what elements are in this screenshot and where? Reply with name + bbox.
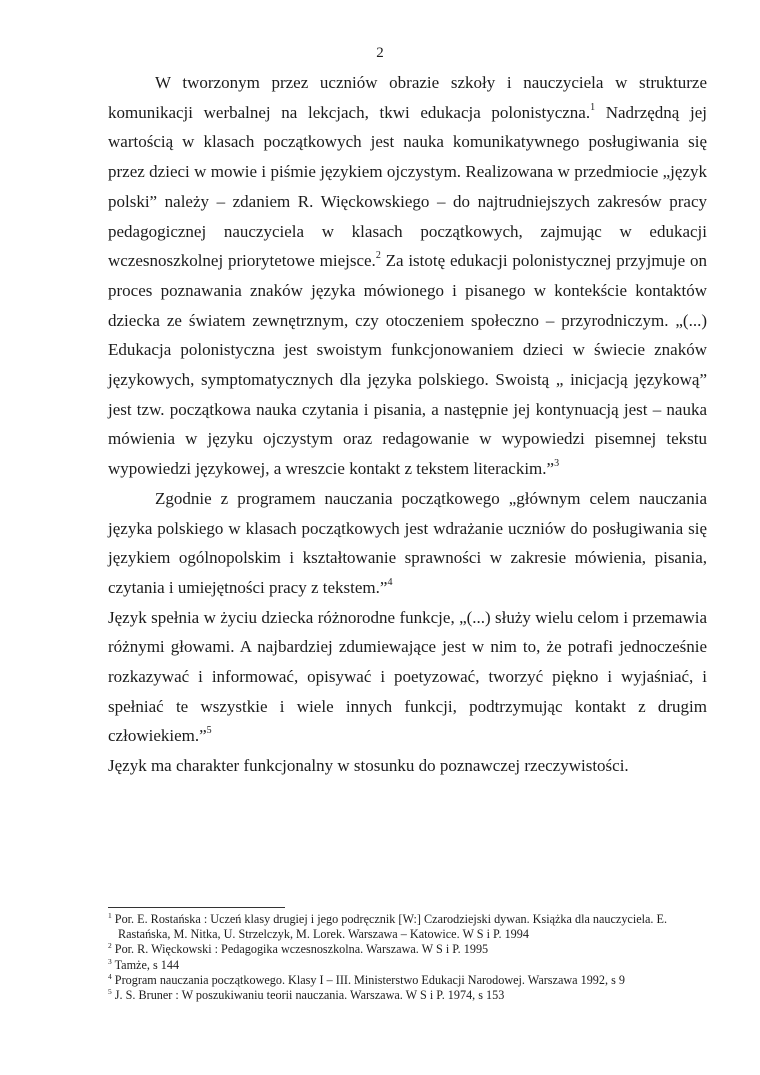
footnote-3: $^3$ Tamże, s 144 [108,956,180,972]
footnote-ref-2: 2 [375,250,381,262]
footnote-2: $^2$ Por. R. Więckowski : Pedagogika wczesnoszkolna. Warszawa. W S i P. 1995 [108,941,489,957]
footnote-5: $^5$ J. S. Bruner : W poszukiwaniu teorii nauczania. Warszawa. W S i P. 1974, s 153 [108,987,505,1003]
footnote-ref-3: 3 [554,458,560,470]
paragraph-curriculum: Zgodnie z programem nauczania początkowego „głównym celem nauczania języka polskiego w klasach początkowych jest wdrażanie uczniów do posługiwania się językiem ogólnopolskim i kształtowanie sprawności w zakresie mówienia, pisania, czytania i umiejętności pracy z tekstem.”$^4$ [108,488,707,597]
paragraph-school-image: W tworzonym przez uczniów obrazie szkoły i nauczyciela w strukturze komunikacji werbalnej na lekcjach, tkwi edukacja polonistyczna.$^1$ Nadrzędną jej wartością w klasach początkowych jest nauka komunikatywnego posługiwania się przez dzieci w mowie i piśmie językiem ojczystym. Realizowana w przedmiocie „język polski” należy – zdaniem R. Więckowskiego – do najtrudniejszych zakresów pracy pedagogicznej nauczyciela w klasach początkowych, zajmując w edukacji wczesnoszkolnej priorytetowe miejsce.$^2$ Za istotę edukacji polonistycznej przyjmuje on proces poznawania znaków języka mówionego i pisanego w kontekście kontaktów dziecka ze światem zewnętrznym, czy otoczeniem społeczno – przyrodniczym. „(...) Edukacja polonistyczna jest swoistym funkcjonowaniem dzieci w świecie znaków językowych, symptomatycznych dla języka polskiego. Swoistą „ inicjacją językową” jest tzw. początkowa nauka czytania i pisania, a następnie jej kontynuacją jest – nauka mówienia w języku ojczystym oraz redagowanie w wypowiedzi pisemnej tekstu wypowiedzi językowej, a wreszcie kontakt z tekstem literackim.”$^3$ [108,73,707,479]
footnote-separator [108,907,285,908]
footnote-ref-4: 4 [387,576,393,588]
footnotes [108,912,708,1003]
body-text [108,68,707,781]
footnote-1-continuation: Rastańska, M. Nitka, U. Strzelczyk, M. Lorek. Warszawa – Katowice. W S i P. 1994 [118,927,529,942]
footnote-ref-1: 1 [590,101,596,113]
footnote-4: $^4$ Program nauczania początkowego. Klasy I – III. Ministerstwo Edukacji Narodowej. Warszawa 1992, s 9 [108,971,625,987]
paragraph-language-functions: Język spełnia w życiu dziecka różnorodne funkcje, „(...) służy wielu celom i przemawia różnymi głowami. A najbardziej zdumiewające jest w nim to, że potrafi jednocześnie rozkazywać i informować, opisywać i poetyzować, tworzyć piękno i wyjaśniać, i spełniać te wszystkie i wiele innych funkcji, podtrzymując kontakt z drugim człowiekiem.”$^5$ [108,607,707,746]
page-number: 2 [376,45,384,61]
footnote-ref-5: 5 [206,725,212,737]
paragraph-functional-character: Język ma charakter funkcjonalny w stosunku do poznawczej rzeczywistości. [108,756,629,776]
footnote-1: $^1$ Por. E. Rostańska : Uczeń klasy drugiej i jego podręcznik [W:] Czarodziejski dywan. Książka dla nauczyciela. E. [108,911,668,926]
